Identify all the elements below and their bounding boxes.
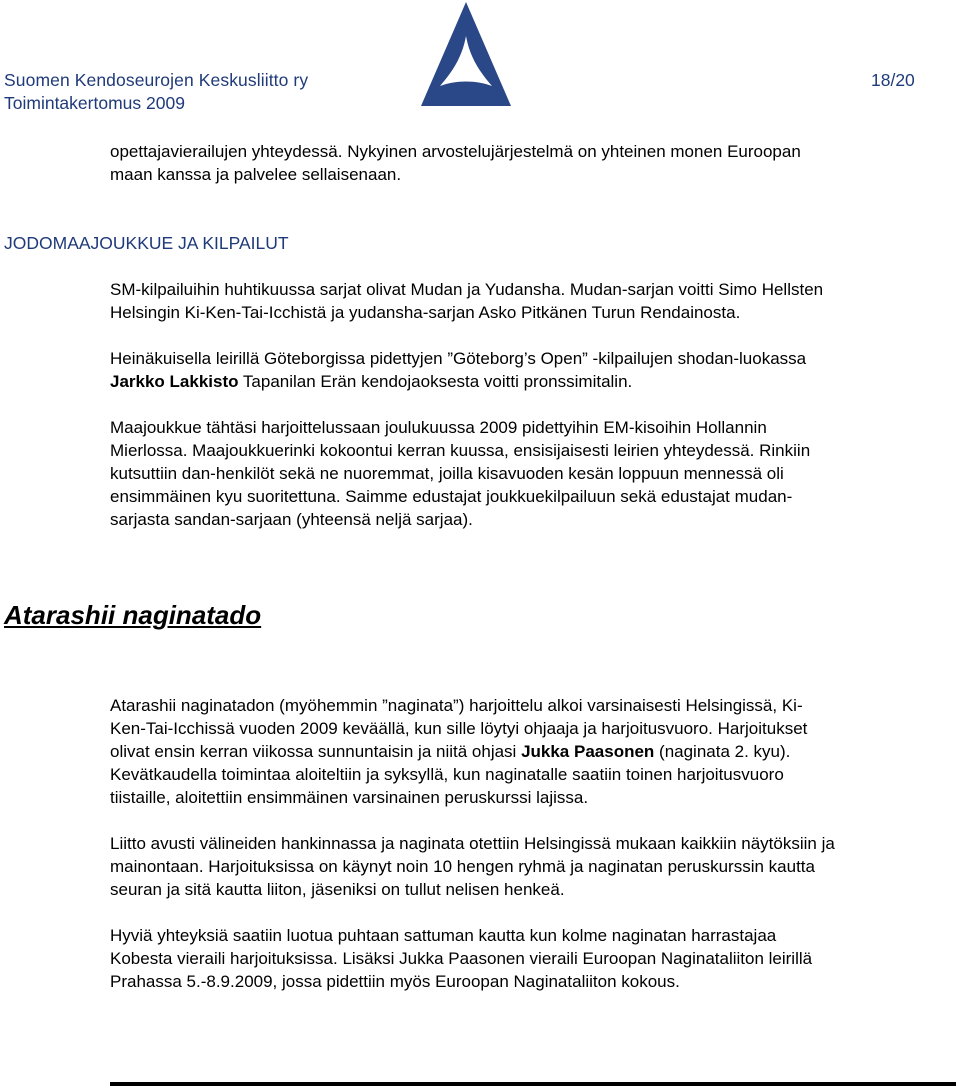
header-organization: Suomen Kendoseurojen Keskusliitto ry (4, 70, 309, 90)
text-line: Kobesta vieraili harjoituksissa. Lisäksi Jukka Paasonen vieraili Euroopan Naginataliiton leirillä (110, 949, 813, 968)
page-number: 18/20 (871, 70, 915, 90)
text-line: Helsingin Ki-Ken-Tai-Icchistä ja yudansha-sarjan Asko Pitkänen Turun Rendainosta. (110, 303, 741, 322)
text-line: Liitto avusti välineiden hankinnassa ja naginata otettiin Helsingissä mukaan kaikkiin näytöksiin ja (110, 834, 835, 853)
header-report-title: Toimintakertomus 2009 (4, 93, 185, 113)
text-line: Heinäkuisella leirillä Göteborgissa pidettyjen ”Göteborg’s Open” -kilpailujen shodan-luokassa (110, 349, 807, 368)
text-line: seuran ja sitä kautta liiton, jäseniksi on tullut nelisen henkeä. (110, 880, 565, 899)
triangle-logo-icon (418, 0, 514, 108)
paragraph-championships (110, 278, 955, 324)
text-fragment: Tapanilan Erän kendojaoksesta voitti pronssimitalin. (238, 372, 633, 391)
paragraph-federation-support (110, 832, 955, 901)
text-line: Maajoukkue tähtäsi harjoittelussaan joulukuussa 2009 pidettyihin EM-kisoihin Hollannin (110, 418, 767, 437)
text-line: Prahassa 5.-8.9.2009, jossa pidettiin myös Euroopan Naginataliiton kokous. (110, 972, 680, 991)
text-line: Atarashii naginatadon (myöhemmin ”naginata”) harjoittelu alkoi varsinaisesti Helsingissä, Ki- (110, 696, 803, 715)
text-line: Kevätkaudella toimintaa aloiteltiin ja syksyllä, kun naginatalle saatiin toinen harjoitusvuoro (110, 765, 784, 784)
paragraph-goteborg-open (110, 347, 955, 393)
text-line: SM-kilpailuihin huhtikuussa sarjat olivat Mudan ja Yudansha. Mudan-sarjan voitti Simo Hellsten (110, 280, 824, 299)
text-line: Mierlossa. Maajoukkuerinki kokoontui kerran kuussa, ensisijaisesti leirien yhteydessä. Rinkiin (110, 441, 811, 460)
instructor-name: Jukka Paasonen (521, 742, 655, 761)
intro-paragraph (110, 140, 955, 186)
text-line: tiistaille, aloitettiin ensimmäinen varsinainen peruskurssi lajissa. (110, 788, 589, 807)
text-line: mainontaan. Harjoituksissa on käynyt noin 10 hengen ryhmä ja naginatan peruskurssin kautta (110, 857, 815, 876)
text-line: opettajavierailujen yhteydessä. Nykyinen arvostelujärjestelmä on yhteinen monen Euroopan (110, 142, 801, 161)
text-line: sarjasta sandan-sarjaan (yhteensä neljä sarjaa). (110, 510, 473, 529)
paragraph-international-contacts (110, 924, 955, 993)
text-line: Hyviä yhteyksiä saatiin luotua puhtaan sattuman kautta kun kolme naginatan harrastajaa (110, 926, 777, 945)
text-fragment: olivat ensin kerran viikossa sunnuntaisin ja niitä ohjasi (110, 742, 522, 761)
section-heading-national-team: JODOMAAJOUKKUE JA KILPAILUT (4, 233, 289, 253)
athlete-name: Jarkko Lakkisto (110, 372, 239, 391)
text-line (110, 740, 955, 763)
paragraph-em-games (110, 416, 955, 531)
text-fragment: (naginata 2. kyu). (654, 742, 791, 761)
text-line: ensimmäinen kyu suoritettuna. Saimme edustajat joukkuekilpailuun sekä edustajat mudan- (110, 487, 793, 506)
footer-rule (110, 1082, 956, 1086)
paragraph-naginata-start (110, 694, 955, 809)
text-line: maan kanssa ja palvelee sellaisenaan. (110, 165, 402, 184)
section-heading-naginatado: Atarashii naginatado (4, 600, 262, 630)
text-line: kutsuttiin dan-henkilöt sekä ne nuoremmat, joilla kisavuoden kesän loppuun mennessä oli (110, 464, 784, 483)
text-line: Ken-Tai-Icchissä vuoden 2009 keväällä, kun sille löytyi ohjaaja ja harjoitusvuoro. Harjoitukset (110, 719, 808, 738)
text-line (110, 370, 955, 393)
